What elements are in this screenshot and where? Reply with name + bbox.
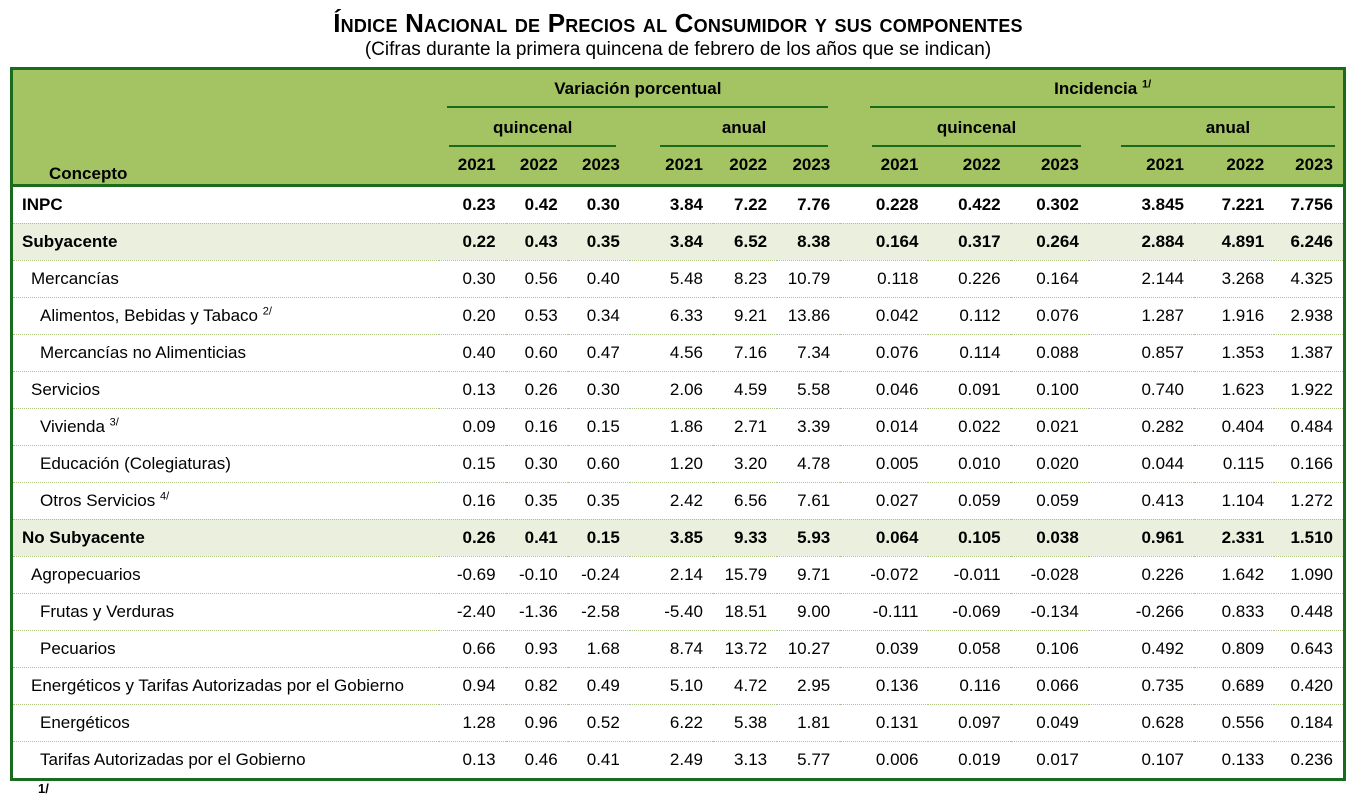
value-cell: -2.58: [581, 601, 620, 621]
value-cell: 0.010: [958, 453, 1001, 473]
value-cell: 0.60: [524, 342, 558, 362]
value-cell: 0.628: [1141, 712, 1184, 732]
year-header: 2022: [928, 147, 1010, 185]
value-cell: 0.136: [875, 675, 919, 695]
value-cell: 7.76: [797, 194, 831, 214]
value-cell: -0.011: [953, 564, 1001, 584]
value-cell: 0.044: [1141, 453, 1184, 473]
value-cell: 0.404: [1221, 416, 1265, 436]
value-cell: 1.20: [669, 453, 703, 473]
value-cell: 3.268: [1221, 268, 1265, 288]
value-cell: 6.246: [1290, 231, 1333, 251]
value-cell: 0.41: [524, 527, 558, 547]
value-cell: 0.492: [1141, 638, 1184, 658]
table-row: [12, 185, 1345, 223]
value-cell: 0.105: [958, 527, 1001, 547]
value-cell: 0.20: [462, 305, 496, 325]
value-cell: 4.56: [669, 342, 703, 362]
value-cell: 0.413: [1141, 490, 1184, 510]
value-cell: 0.43: [524, 231, 558, 251]
value-cell: 0.15: [586, 416, 620, 436]
value-cell: 0.94: [462, 675, 496, 695]
value-cell: 0.15: [586, 527, 620, 547]
value-cell: 0.106: [1036, 638, 1079, 658]
row-footnote-ref: 2/: [262, 304, 272, 317]
table-row: [12, 556, 1345, 593]
value-cell: 0.064: [875, 527, 919, 547]
incidencia-quincenal-header: quincenal: [840, 108, 1089, 147]
value-cell: 0.100: [1036, 379, 1079, 399]
value-cell: 0.014: [875, 416, 919, 436]
value-cell: 0.740: [1141, 379, 1184, 399]
year-header: 2022: [1194, 147, 1274, 185]
table-row: [12, 519, 1345, 556]
value-cell: 6.22: [669, 712, 703, 732]
row-footnote-ref: 4/: [159, 489, 170, 502]
value-cell: 0.40: [462, 342, 496, 362]
value-cell: 0.164: [875, 231, 919, 251]
value-cell: 0.076: [1036, 305, 1079, 325]
concepto-label: Concepto: [49, 163, 128, 183]
value-cell: 0.46: [524, 749, 558, 769]
value-cell: 0.13: [462, 379, 496, 399]
value-cell: 0.226: [958, 268, 1001, 288]
value-cell: 13.86: [787, 305, 831, 325]
value-cell: 0.643: [1290, 638, 1333, 658]
value-cell: 5.48: [669, 268, 703, 288]
value-cell: 0.13: [462, 749, 496, 769]
value-cell: 10.27: [787, 638, 831, 658]
value-cell: 4.59: [734, 379, 768, 399]
table-row: [12, 297, 1345, 334]
value-cell: 0.26: [524, 379, 558, 399]
value-cell: 5.77: [797, 749, 831, 769]
value-cell: -0.10: [518, 564, 558, 584]
value-cell: 0.042: [875, 305, 919, 325]
value-cell: 2.884: [1141, 231, 1184, 251]
value-cell: -0.069: [952, 601, 1001, 621]
value-cell: 5.93: [797, 527, 831, 547]
value-cell: 0.857: [1141, 342, 1184, 362]
value-cell: 0.228: [875, 194, 919, 214]
row-label: Energéticos: [40, 712, 130, 732]
value-cell: 0.689: [1221, 675, 1265, 695]
value-cell: 0.484: [1290, 416, 1333, 436]
value-cell: -0.266: [1135, 601, 1184, 621]
value-cell: 0.114: [959, 342, 1001, 362]
value-cell: 1.287: [1141, 305, 1184, 325]
value-cell: 0.133: [1221, 749, 1265, 769]
value-cell: 0.076: [875, 342, 919, 362]
value-cell: 3.20: [734, 453, 768, 473]
value-cell: 5.58: [797, 379, 831, 399]
value-cell: -0.111: [872, 601, 919, 621]
value-cell: 0.15: [462, 453, 496, 473]
inpc-table: [10, 67, 1346, 781]
year-header: 2021: [630, 147, 713, 185]
value-cell: 0.66: [462, 638, 496, 658]
value-cell: 0.53: [524, 305, 558, 325]
row-label: Frutas y Verduras: [40, 601, 175, 621]
value-cell: 0.116: [959, 675, 1001, 695]
incidencia-footnote-ref: 1/: [1141, 78, 1152, 91]
value-cell: 0.164: [1036, 268, 1079, 288]
value-cell: 18.51: [724, 601, 768, 621]
value-cell: 0.56: [524, 268, 558, 288]
value-cell: 0.317: [958, 231, 1001, 251]
value-cell: 0.006: [875, 749, 919, 769]
value-cell: 5.38: [734, 712, 768, 732]
row-label: Energéticos y Tarifas Autorizadas por el Gobierno: [31, 675, 404, 695]
value-cell: 0.30: [586, 379, 620, 399]
value-cell: 0.833: [1221, 601, 1265, 621]
table-row: [12, 704, 1345, 741]
value-cell: 1.81: [797, 712, 831, 732]
value-cell: 7.34: [797, 342, 831, 362]
incidencia-label: Incidencia: [1054, 79, 1138, 98]
value-cell: 7.22: [734, 194, 768, 214]
value-cell: 15.79: [724, 564, 768, 584]
value-cell: 0.16: [524, 416, 558, 436]
table-row: [12, 260, 1345, 297]
footnote-marker: 1/: [38, 780, 49, 796]
value-cell: 4.72: [734, 675, 768, 695]
value-cell: 2.42: [669, 490, 703, 510]
value-cell: 2.938: [1290, 305, 1333, 325]
value-cell: 1.387: [1290, 342, 1333, 362]
value-cell: 0.42: [524, 194, 558, 214]
value-cell: 0.059: [958, 490, 1001, 510]
row-label: No Subyacente: [22, 527, 145, 547]
value-cell: 0.35: [586, 490, 620, 510]
value-cell: 2.14: [669, 564, 703, 584]
value-cell: 1.68: [586, 638, 620, 658]
variacion-group-header: [439, 69, 840, 109]
value-cell: 0.107: [1141, 749, 1184, 769]
year-header: 2023: [777, 147, 840, 185]
table-body: [12, 185, 1345, 779]
value-cell: 1.916: [1221, 305, 1265, 325]
value-cell: 8.38: [797, 231, 831, 251]
value-cell: 0.30: [524, 453, 558, 473]
value-cell: 7.756: [1290, 194, 1333, 214]
value-cell: 0.735: [1141, 675, 1184, 695]
value-cell: 0.49: [586, 675, 620, 695]
value-cell: 1.86: [669, 416, 703, 436]
value-cell: 2.95: [797, 675, 831, 695]
value-cell: 2.331: [1221, 527, 1265, 547]
page-title: Índice Nacional de Precios al Consumidor y sus componentes: [333, 8, 1023, 38]
value-cell: -0.028: [1030, 564, 1079, 584]
value-cell: 6.33: [669, 305, 703, 325]
table-row: [12, 741, 1345, 779]
value-cell: 3.84: [669, 194, 703, 214]
value-cell: -0.24: [581, 564, 620, 584]
value-cell: 3.845: [1141, 194, 1184, 214]
value-cell: 8.74: [669, 638, 703, 658]
value-cell: 0.961: [1141, 527, 1184, 547]
value-cell: 0.118: [877, 268, 919, 288]
value-cell: 0.40: [586, 268, 620, 288]
value-cell: 0.264: [1036, 231, 1079, 251]
value-cell: 1.510: [1290, 527, 1333, 547]
row-label: Subyacente: [22, 231, 118, 251]
value-cell: 10.79: [787, 268, 831, 288]
incidencia-group-header: [840, 69, 1344, 109]
value-cell: 0.059: [1036, 490, 1079, 510]
year-header: 2023: [568, 147, 630, 185]
row-label: Tarifas Autorizadas por el Gobierno: [40, 749, 306, 769]
row-label: Pecuarios: [40, 638, 116, 658]
value-cell: 2.71: [734, 416, 768, 436]
table-row: [12, 667, 1345, 704]
value-cell: 9.33: [734, 527, 768, 547]
page-subtitle: (Cifras durante la primera quincena de febrero de los años que se indican): [364, 39, 992, 60]
value-cell: 1.28: [462, 712, 496, 732]
table-row: [12, 371, 1345, 408]
table-row: [12, 408, 1345, 445]
value-cell: 13.72: [724, 638, 768, 658]
value-cell: 0.302: [1036, 194, 1079, 214]
row-label: Agropecuarios: [31, 564, 141, 584]
row-label: Mercancías no Alimenticias: [40, 342, 246, 362]
value-cell: 0.027: [875, 490, 919, 510]
row-label: Mercancías: [31, 268, 119, 288]
value-cell: 0.82: [524, 675, 558, 695]
concepto-header: [12, 69, 440, 186]
value-cell: 1.090: [1290, 564, 1333, 584]
value-cell: 0.809: [1221, 638, 1265, 658]
value-cell: 9.00: [797, 601, 831, 621]
value-cell: 0.09: [462, 416, 496, 436]
value-cell: 5.10: [669, 675, 703, 695]
value-cell: 0.422: [958, 194, 1001, 214]
value-cell: 0.020: [1036, 453, 1079, 473]
value-cell: 0.282: [1141, 416, 1184, 436]
value-cell: 6.56: [734, 490, 768, 510]
value-cell: 0.166: [1290, 453, 1333, 473]
value-cell: 0.23: [462, 194, 496, 214]
value-cell: 0.017: [1036, 749, 1079, 769]
value-cell: 3.84: [669, 231, 703, 251]
incidencia-anual-header: anual: [1089, 108, 1345, 147]
value-cell: 0.52: [586, 712, 620, 732]
value-cell: 0.058: [958, 638, 1001, 658]
value-cell: -0.072: [870, 564, 919, 584]
value-cell: 0.039: [875, 638, 919, 658]
value-cell: 0.96: [524, 712, 558, 732]
value-cell: 0.41: [586, 749, 620, 769]
value-cell: 9.71: [797, 564, 831, 584]
value-cell: 0.226: [1141, 564, 1184, 584]
year-header: 2021: [1089, 147, 1194, 185]
value-cell: 0.184: [1290, 712, 1333, 732]
table-header: [12, 69, 1345, 186]
table-row: [12, 593, 1345, 630]
value-cell: 1.922: [1290, 379, 1333, 399]
value-cell: 0.091: [958, 379, 1001, 399]
value-cell: 0.131: [875, 712, 919, 732]
value-cell: 0.30: [462, 268, 496, 288]
year-header: 2023: [1011, 147, 1089, 185]
value-cell: 0.35: [524, 490, 558, 510]
variacion-anual-header: anual: [630, 108, 840, 147]
variacion-label: Variación porcentual: [554, 79, 722, 98]
table-row: [12, 445, 1345, 482]
value-cell: 0.34: [586, 305, 620, 325]
value-cell: 4.891: [1221, 231, 1265, 251]
value-cell: 4.325: [1290, 268, 1333, 288]
value-cell: 2.144: [1141, 268, 1184, 288]
value-cell: 9.21: [734, 305, 768, 325]
value-cell: 7.16: [734, 342, 768, 362]
table-row: [12, 482, 1345, 519]
value-cell: 0.046: [875, 379, 919, 399]
year-header: 2023: [1274, 147, 1344, 185]
table-row: [12, 334, 1345, 371]
value-cell: 1.272: [1290, 490, 1333, 510]
value-cell: -0.134: [1030, 601, 1079, 621]
row-label: Vivienda $^{3/}$: [40, 415, 119, 436]
value-cell: 0.420: [1290, 675, 1333, 695]
value-cell: 0.112: [959, 305, 1001, 325]
value-cell: 3.13: [734, 749, 768, 769]
value-cell: 6.52: [734, 231, 768, 251]
value-cell: 0.021: [1036, 416, 1079, 436]
value-cell: 0.022: [958, 416, 1001, 436]
year-header: 2022: [506, 147, 568, 185]
value-cell: -2.40: [456, 601, 496, 621]
value-cell: 3.85: [669, 527, 703, 547]
value-cell: 0.019: [958, 749, 1001, 769]
value-cell: 0.049: [1036, 712, 1079, 732]
value-cell: 1.353: [1221, 342, 1265, 362]
row-label: INPC: [22, 194, 63, 214]
value-cell: 0.005: [875, 453, 919, 473]
value-cell: 0.088: [1036, 342, 1079, 362]
row-footnote-ref: 3/: [109, 415, 119, 428]
value-cell: 0.60: [586, 453, 620, 473]
value-cell: 1.642: [1221, 564, 1265, 584]
value-cell: 0.16: [462, 490, 496, 510]
row-label: Servicios: [31, 379, 100, 399]
value-cell: 1.104: [1221, 490, 1265, 510]
value-cell: 8.23: [734, 268, 768, 288]
value-cell: 0.26: [462, 527, 496, 547]
header-group-row: [12, 69, 1345, 109]
value-cell: 4.78: [797, 453, 831, 473]
value-cell: 7.221: [1221, 194, 1265, 214]
value-cell: -0.69: [456, 564, 496, 584]
value-cell: 2.06: [669, 379, 703, 399]
value-cell: 0.115: [1222, 453, 1265, 473]
year-header: 2021: [840, 147, 928, 185]
value-cell: 1.623: [1221, 379, 1265, 399]
value-cell: 0.066: [1036, 675, 1079, 695]
value-cell: -1.36: [518, 601, 558, 621]
value-cell: 0.448: [1290, 601, 1333, 621]
table-row: [12, 223, 1345, 260]
table-row: [12, 630, 1345, 667]
value-cell: 7.61: [797, 490, 831, 510]
row-label: Educación (Colegiaturas): [40, 453, 231, 473]
value-cell: 3.39: [797, 416, 831, 436]
variacion-quincenal-header: quincenal: [439, 108, 629, 147]
value-cell: 0.93: [524, 638, 558, 658]
year-header: 2022: [713, 147, 777, 185]
year-header: 2021: [439, 147, 505, 185]
value-cell: 0.35: [586, 231, 620, 251]
value-cell: 0.22: [462, 231, 496, 251]
value-cell: 0.47: [586, 342, 620, 362]
row-label: Alimentos, Bebidas y Tabaco $^{2/}$: [40, 304, 272, 325]
value-cell: -5.40: [664, 601, 703, 621]
value-cell: 0.097: [958, 712, 1001, 732]
value-cell: 0.30: [586, 194, 620, 214]
value-cell: 0.038: [1036, 527, 1079, 547]
value-cell: 2.49: [669, 749, 703, 769]
row-label: Otros Servicios $^{4/}$: [40, 489, 170, 510]
value-cell: 0.236: [1290, 749, 1333, 769]
value-cell: 0.556: [1221, 712, 1265, 732]
